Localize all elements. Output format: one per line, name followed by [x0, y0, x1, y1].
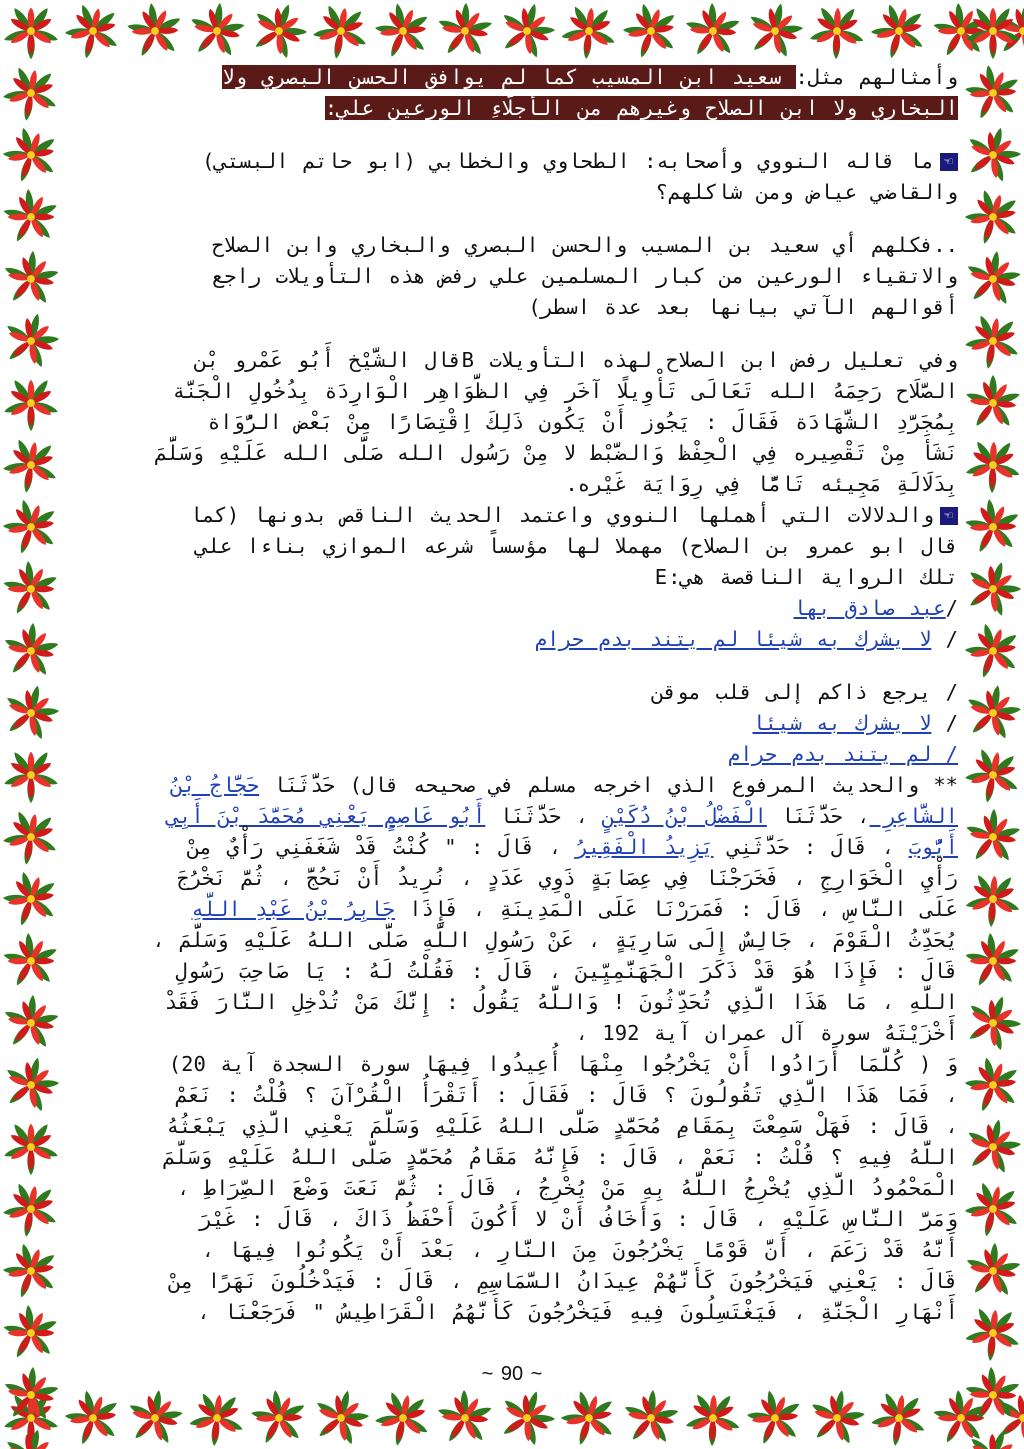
poinsettia-icon: [964, 126, 1022, 184]
poinsettia-icon: [374, 2, 432, 60]
poinsettia-icon: [964, 250, 1022, 308]
highlighted-text: سعيد ابن المسيب كما لم يوافق الحسن البصري ولا: [222, 65, 796, 89]
poinsettia-icon: [312, 2, 370, 60]
border-left: [0, 0, 62, 1449]
hadith-line-6: يُحَدِّثُ الْقَوْمَ ، جَالِسٌ إِلَى سَارِيَةٍ ، عَنْ رَسُولِ اللَّهِ صَلَّى اللهُ عَلَيْهِ وَسَلَّمَ ،: [152, 928, 958, 952]
poinsettia-icon: [964, 622, 1022, 680]
list-2-item-3: [66, 739, 958, 770]
poinsettia-icon: [2, 126, 60, 184]
hadith-text: ، قَالَ : حَدَّثَنِي: [713, 835, 909, 859]
hadith-line-13: اللَّهُ فِيهِ ؟ قُلْتُ : نَعَمْ ، قَالَ : فَإِنَّهُ مَقَامُ مُحَمَّدٍ صَلَّى اللهُ عَلَيْهِ وَسَلَّمَ: [162, 1145, 958, 1169]
poinsettia-icon: [2, 622, 60, 680]
hadith-line-18: أَنْهَارِ الْجَنَّةِ ، فَيَغْتَسِلُونَ فِيهِ فَيَخْرُجُونَ كَأَنَّهُمُ الْقَرَاطِيسُ " فَرَجَعْنَا ،: [197, 1300, 958, 1324]
poinsettia-icon: [2, 560, 60, 618]
poinsettia-icon: [188, 1389, 246, 1447]
poinsettia-icon: [2, 1242, 60, 1300]
poinsettia-icon: [964, 374, 1022, 432]
paragraph-2-line-1: ..فكلهم أي سعيد بن المسيب والحسن البصري والبخاري وابن الصلاح: [211, 233, 958, 257]
link-jabir[interactable]: جَابِرُ بْنُ عَبْدِ اللَّهِ: [191, 897, 395, 921]
link-lam-yatanad[interactable]: / لم يتند بدم حرام: [727, 742, 958, 766]
poinsettia-icon: [622, 1389, 680, 1447]
pointing-hand-icon: ☜: [940, 507, 958, 525]
pointing-hand-icon: ☜: [940, 153, 958, 171]
hadith-line-17: قَالَ : يَعْنِي فَيَخْرُجُونَ كَأَنَّهُمْ عِيدَانُ السَّمَاسِمِ ، قَالَ : فَيَدْخُلُونَ نَهَرًا مِنْ: [168, 1269, 958, 1293]
poinsettia-icon: [964, 188, 1022, 246]
poinsettia-icon: [2, 1180, 60, 1238]
poinsettia-icon: [2, 1389, 60, 1447]
poinsettia-icon: [746, 1389, 804, 1447]
poinsettia-icon: [2, 1118, 60, 1176]
link-lam-yatanad-text: لم يتند بدم حرام: [727, 742, 932, 766]
link-fadl[interactable]: الْفَضْلُ بْنُ دُكَيْنٍ: [602, 804, 767, 828]
spacer: [66, 208, 958, 230]
hadith-text: ** والحديث المرفوع الذي اخرجه مسلم في صحيحه قال) حَدَّثَنَا: [259, 773, 958, 797]
poinsettia-icon: [870, 2, 928, 60]
poinsettia-icon: [964, 932, 1022, 990]
poinsettia-icon: [126, 2, 184, 60]
poinsettia-icon: [964, 560, 1022, 618]
hadith-line-7: قَالَ : فَإِذَا هُوَ قَدْ ذَكَرَ الْجَهَنَّمِيِّينَ ، قَالَ : فَقُلْتُ لَهُ : يَا صَاحِبَ رَسُولِ: [175, 959, 958, 983]
poinsettia-icon: [994, 1389, 1024, 1447]
link-ayyub[interactable]: أَيُّوبَ: [908, 835, 958, 859]
paragraph-3-line-3: بِمُجَرَّدِ الشَّهَادَة فَقَالَ : يَجُوز أَنْ يَكُون ذَلِكَ اِقْتِصَارًا مِنْ بَعْض الرُّوَاة: [207, 410, 958, 434]
poinsettia-icon: [64, 2, 122, 60]
poinsettia-icon: [964, 2, 1022, 60]
hadith-line-12: ، قَالَ : فَهَلْ سَمِعْتَ بِمَقَامِ مُحَمَّدٍ صَلَّى اللهُ عَلَيْهِ وَسَلَّمَ يَعْنِي الَّذِي يَبْعَثُهُ: [166, 1114, 958, 1138]
poinsettia-icon: [964, 1118, 1022, 1176]
poinsettia-icon: [2, 374, 60, 432]
poinsettia-icon: [808, 1389, 866, 1447]
poinsettia-icon: [870, 1389, 928, 1447]
poinsettia-icon: [250, 1389, 308, 1447]
poinsettia-icon: [2, 684, 60, 742]
poinsettia-icon: [312, 1389, 370, 1447]
poinsettia-icon: [746, 2, 804, 60]
poinsettia-icon: [2, 870, 60, 928]
poinsettia-icon: [64, 1389, 122, 1447]
poinsettia-icon: [964, 808, 1022, 866]
link-abd-sadiq[interactable]: عبد صادق بها: [793, 596, 946, 620]
poinsettia-icon: [932, 2, 990, 60]
poinsettia-icon: [2, 436, 60, 494]
question-text: ما قاله النووي وأصحابه: الطحاوي والخطابي (ابو حاتم البستي): [202, 149, 934, 173]
poinsettia-icon: [498, 1389, 556, 1447]
hadith-line-4: رَأْيِ الْخَوَارِجِ ، فَخَرَجْنَا فِي عِصَابَةٍ ذَوِي عَدَدٍ ، نُرِيدُ أَنْ نَحُجَّ ، ثُمَّ نَخْرُجَ: [177, 866, 958, 890]
page-number: ~ 90 ~: [481, 1363, 543, 1385]
poinsettia-icon: [964, 1304, 1022, 1362]
hadith-line-3: [66, 832, 958, 863]
poinsettia-icon: [622, 2, 680, 60]
hadith-line-8: اللَّهِ ، مَا هَذَا الَّذِي تُحَدِّثُونَ ! وَاللَّهُ يَقُولُ : إِنَّكَ مَنْ تُدْخِلِ النَّارَ فَقَدْ: [164, 990, 958, 1014]
hadith-text: ، قَالَ : " كُنْتُ قَدْ شَغَفَنِي رَأْيٌ مِنْ: [187, 835, 576, 859]
poinsettia-icon: [2, 498, 60, 556]
list-1-item-1: /عبد صادق بها: [793, 596, 958, 620]
poinsettia-icon: [964, 870, 1022, 928]
link-abu-asim[interactable]: أَبُو عَاصِمٍ يَعْنِي مُحَمَّدَ بْنَ أَبِي: [166, 804, 486, 828]
paragraph-2-line-2: والاتقياء الورعين من كبار المسلمين علي رفض هذه التأويلات راجع: [211, 264, 958, 288]
poinsettia-icon: [126, 1389, 184, 1447]
poinsettia-icon: [2, 994, 60, 1052]
hadith-line-16: أَنَّهُ قَدْ زَعَمَ ، أَنَّ قَوْمًا يَخْرُجُونَ مِنَ النَّارِ ، بَعْدَ أَنْ يَكُونُوا فِيهَا ،: [201, 1238, 958, 1262]
paragraph-3-line-4: نَشَأَ مِنْ تَقْصِيره فِي الْحِفْظ وَالضَّبْط لا مِنْ رَسُول الله صَلَّى الله عَلَيْهِ وَسَلَّمَ: [154, 441, 958, 465]
highlighted-text: البخاري ولا ابن الصلاح وغيرهم من الأجلَّاءِ الورعين علي:: [324, 96, 958, 120]
poinsettia-icon: [964, 1056, 1022, 1114]
spacer: [66, 655, 958, 677]
poinsettia-icon: [560, 2, 618, 60]
poinsettia-icon: [2, 1056, 60, 1114]
spacer: [66, 124, 958, 146]
hadith-text: ، حَدَّثَنَا: [766, 804, 870, 828]
poinsettia-icon: [2, 2, 60, 60]
border-right: [962, 0, 1024, 1449]
poinsettia-icon: [964, 1366, 1022, 1424]
intro-prefix: وأمثالهم مثل:: [795, 65, 958, 89]
poinsettia-icon: [2, 64, 60, 122]
paragraph-4-line-1: [66, 500, 958, 531]
poinsettia-icon: [2, 1366, 60, 1424]
poinsettia-icon: [932, 1389, 990, 1447]
link-la-yushrik[interactable]: لا يشرك به شيئا لم يتند بدم حرام: [534, 627, 932, 651]
paragraph-3-line-1: وفي تعليل رفض ابن الصلاح لهذه التأويلات Bقال الشَّيْخ أَبُو عَمْرو بْن: [194, 348, 958, 372]
poinsettia-icon: [2, 2, 60, 60]
question-line-1: [66, 146, 958, 177]
link-la-yushrik-short[interactable]: لا يشرك به شيئا: [752, 711, 932, 735]
poinsettia-icon: [2, 932, 60, 990]
link-yazid[interactable]: يَزِيدُ الْفَقِيرُ: [575, 835, 714, 859]
poinsettia-icon: [2, 250, 60, 308]
poinsettia-icon: [498, 2, 556, 60]
list-2-item-1: / يرجع ذاكم إلى قلب موقن: [651, 680, 958, 704]
link-hajjaj[interactable]: حَجَّاجُ بْنُ: [170, 773, 260, 797]
list-2-item-1-text: يرجع ذاكم إلى قلب موقن: [651, 680, 932, 704]
border-top: [0, 0, 1024, 62]
poinsettia-icon: [964, 1428, 1022, 1449]
poinsettia-icon: [2, 1304, 60, 1362]
poinsettia-icon: [374, 1389, 432, 1447]
poinsettia-icon: [964, 1242, 1022, 1300]
hadith-line-15: وَمَرَّ النَّاسِ عَلَيْهِ ، قَالَ : وَأَخَافُ أَنْ لا أَكُونَ أَحْفَظُ ذَاكَ ، قَالَ : غَيْرَ: [199, 1207, 958, 1231]
poinsettia-icon: [964, 436, 1022, 494]
poinsettia-icon: [964, 1180, 1022, 1238]
poinsettia-icon: [2, 746, 60, 804]
poinsettia-icon: [684, 1389, 742, 1447]
paragraph-3-line-5: بِدَلَالَةِ مَجِيئه تَامًّا فِي رِوَايَة غَيْره.: [565, 472, 958, 496]
spacer: [66, 323, 958, 345]
hadith-line-9: أَخْزَيْتَهُ سورة آل عمران آية 192 ،: [575, 1021, 958, 1045]
hadith-text: عَلَى النَّاسِ ، قَالَ : فَمَرَرْنَا عَلَى الْمَدِينَةِ ، فَإِذَا: [394, 897, 958, 921]
poinsettia-icon: [436, 1389, 494, 1447]
hadith-text: ، حَدَّثَنَا: [485, 804, 603, 828]
hadith-line-1: [66, 770, 958, 801]
poinsettia-icon: [2, 312, 60, 370]
border-bottom: [0, 1387, 1024, 1449]
poinsettia-icon: [964, 498, 1022, 556]
paragraph-2-line-3: أقوالهم الآتي بيانها بعد عدة اسطر): [528, 295, 958, 319]
intro-line-2: [66, 93, 958, 124]
poinsettia-icon: [2, 808, 60, 866]
poinsettia-icon: [964, 746, 1022, 804]
hadith-line-11: ، فَمَا هَذَا الَّذِي تَقُولُونَ ؟ قَالَ : فَقَالَ : أَتَقْرَأُ الْقُرْآنَ ؟ قُلْتُ : نَعَمْ: [175, 1083, 958, 1107]
poinsettia-icon: [2, 1428, 60, 1449]
question-line-2: والقاضي عياض ومن شاكلهم؟: [655, 180, 958, 204]
poinsettia-icon: [560, 1389, 618, 1447]
hadith-line-5: [66, 894, 958, 925]
link-al-shair[interactable]: الشَّاعِرِ: [869, 804, 958, 828]
hadith-line-14: الْمَحْمُودُ الَّذِي يُخْرِجُ اللَّهُ بِهِ مَنْ يُخْرِجُ ، قَالَ : ثُمَّ نَعَتَ وَضْعَ الصِّرَاطِ ،: [177, 1176, 958, 1200]
paragraph-4-line-3: تلك الرواية الناقصة هي:E: [654, 565, 958, 589]
poinsettia-icon: [684, 2, 742, 60]
poinsettia-icon: [964, 64, 1022, 122]
poinsettia-icon: [188, 2, 246, 60]
poinsettia-icon: [808, 2, 866, 60]
poinsettia-icon: [964, 312, 1022, 370]
hadith-line-2: [66, 801, 958, 832]
poinsettia-icon: [2, 188, 60, 246]
list-2-item-2: / لا يشرك به شيئا: [752, 711, 958, 735]
poinsettia-icon: [964, 994, 1022, 1052]
paragraph-3-line-2: الصَّلَاح رَحِمَهُ الله تَعَالَى تَأْوِيلًا آخَر فِي الظَّوَاهِر الْوَارِدَة بِدُخُولِ الْجَنَّة: [172, 379, 958, 403]
list-1-item-2: / لا يشرك به شيئا لم يتند بدم حرام: [534, 627, 958, 651]
paragraph-4-line-2: قال ابو عمرو بن الصلاح) مهملا لها مؤسساً شرعه الموازي بناءا علي: [195, 534, 958, 558]
poinsettia-icon: [436, 2, 494, 60]
hadith-line-10: وَ ( كُلَّمَا أَرَادُوا أَنْ يَخْرُجُوا مِنْهَا أُعِيدُوا فِيهَا سورة السجدة آية 20): [168, 1052, 958, 1076]
poinsettia-icon: [964, 684, 1022, 742]
poinsettia-icon: [994, 2, 1024, 60]
poinsettia-icon: [250, 2, 308, 60]
paragraph-4-text: والدلالات التي أهملها النووي واعتمد الحديث الناقص بدونها (كما: [189, 503, 934, 527]
intro-line-1: [66, 62, 958, 93]
document-page: [66, 62, 958, 1387]
